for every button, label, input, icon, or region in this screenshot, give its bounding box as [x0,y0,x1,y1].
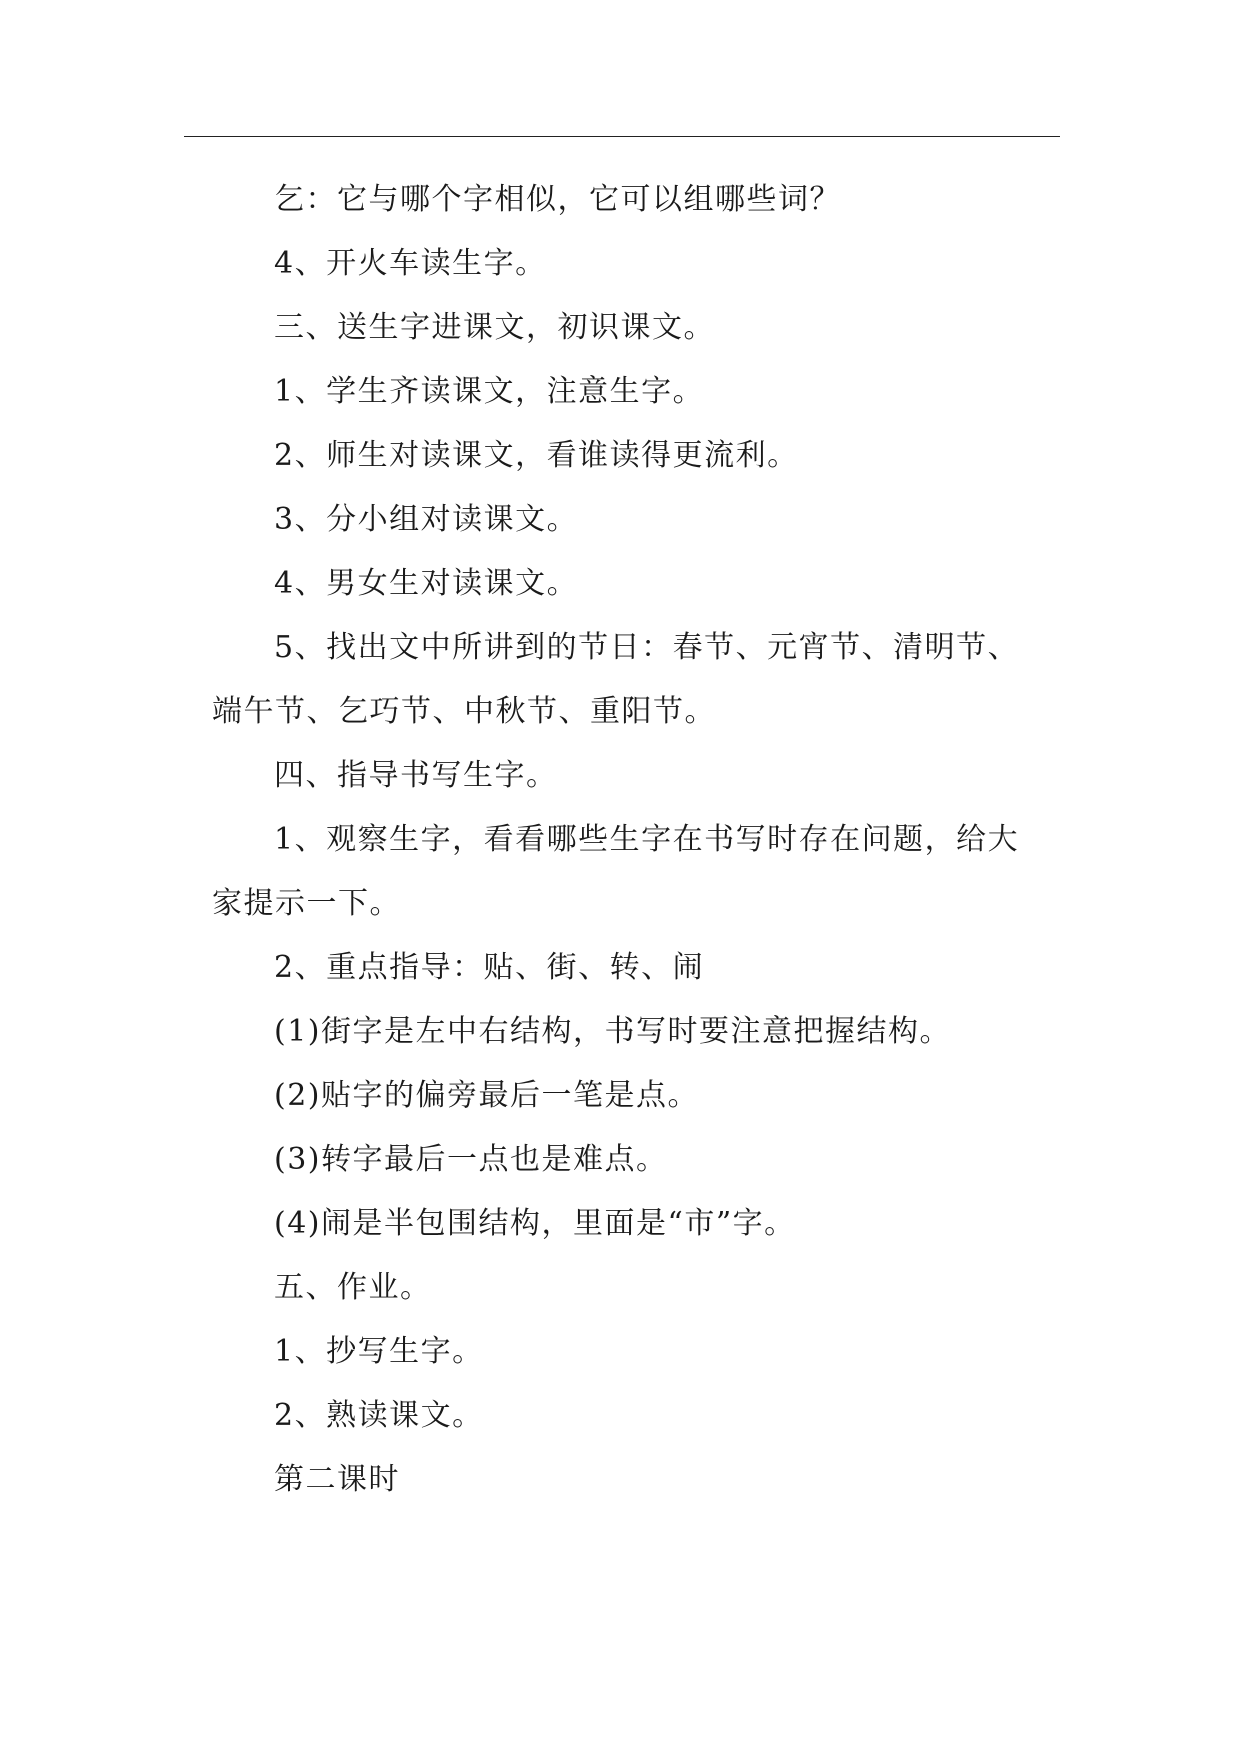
paragraph: 2、熟读课文。 [274,1398,484,1433]
section-heading: 四、指导书写生字。 [274,758,558,793]
section-heading: 第二课时 [274,1462,400,1497]
paragraph: 乞：它与哪个字相似，它可以组哪些词？ [274,182,841,217]
section-heading: 三、送生字进课文，初识课文。 [274,310,715,345]
paragraph: 4、男女生对读课文。 [274,566,579,601]
paragraph: 3、分小组对读课文。 [274,502,579,537]
header-rule [184,136,1060,137]
paragraph: (4)闹是半包围结构，里面是“市”字。 [274,1206,796,1241]
paragraph: (1)街字是左中右结构，书写时要注意把握结构。 [274,1014,951,1049]
paragraph: 2、重点指导：贴、街、转、闹 [274,950,705,985]
paragraph: 1、学生齐读课文，注意生字。 [274,374,705,409]
paragraph: 1、抄写生字。 [274,1334,484,1369]
paragraph: 1、观察生字，看看哪些生字在书写时存在问题，给大家提示一下。 [212,822,1020,921]
paragraph: 4、开火车读生字。 [274,246,547,281]
paragraph: (3)转字最后一点也是难点。 [274,1142,668,1177]
paragraph: (2)贴字的偏旁最后一笔是点。 [274,1078,699,1113]
paragraph: 5、找出文中所讲到的节日：春节、元宵节、清明节、端午节、乞巧节、中秋节、重阳节。 [212,630,1020,729]
paragraph: 2、师生对读课文，看谁读得更流利。 [274,438,799,473]
document-body [212,168,1044,1512]
section-heading: 五、作业。 [274,1270,432,1305]
